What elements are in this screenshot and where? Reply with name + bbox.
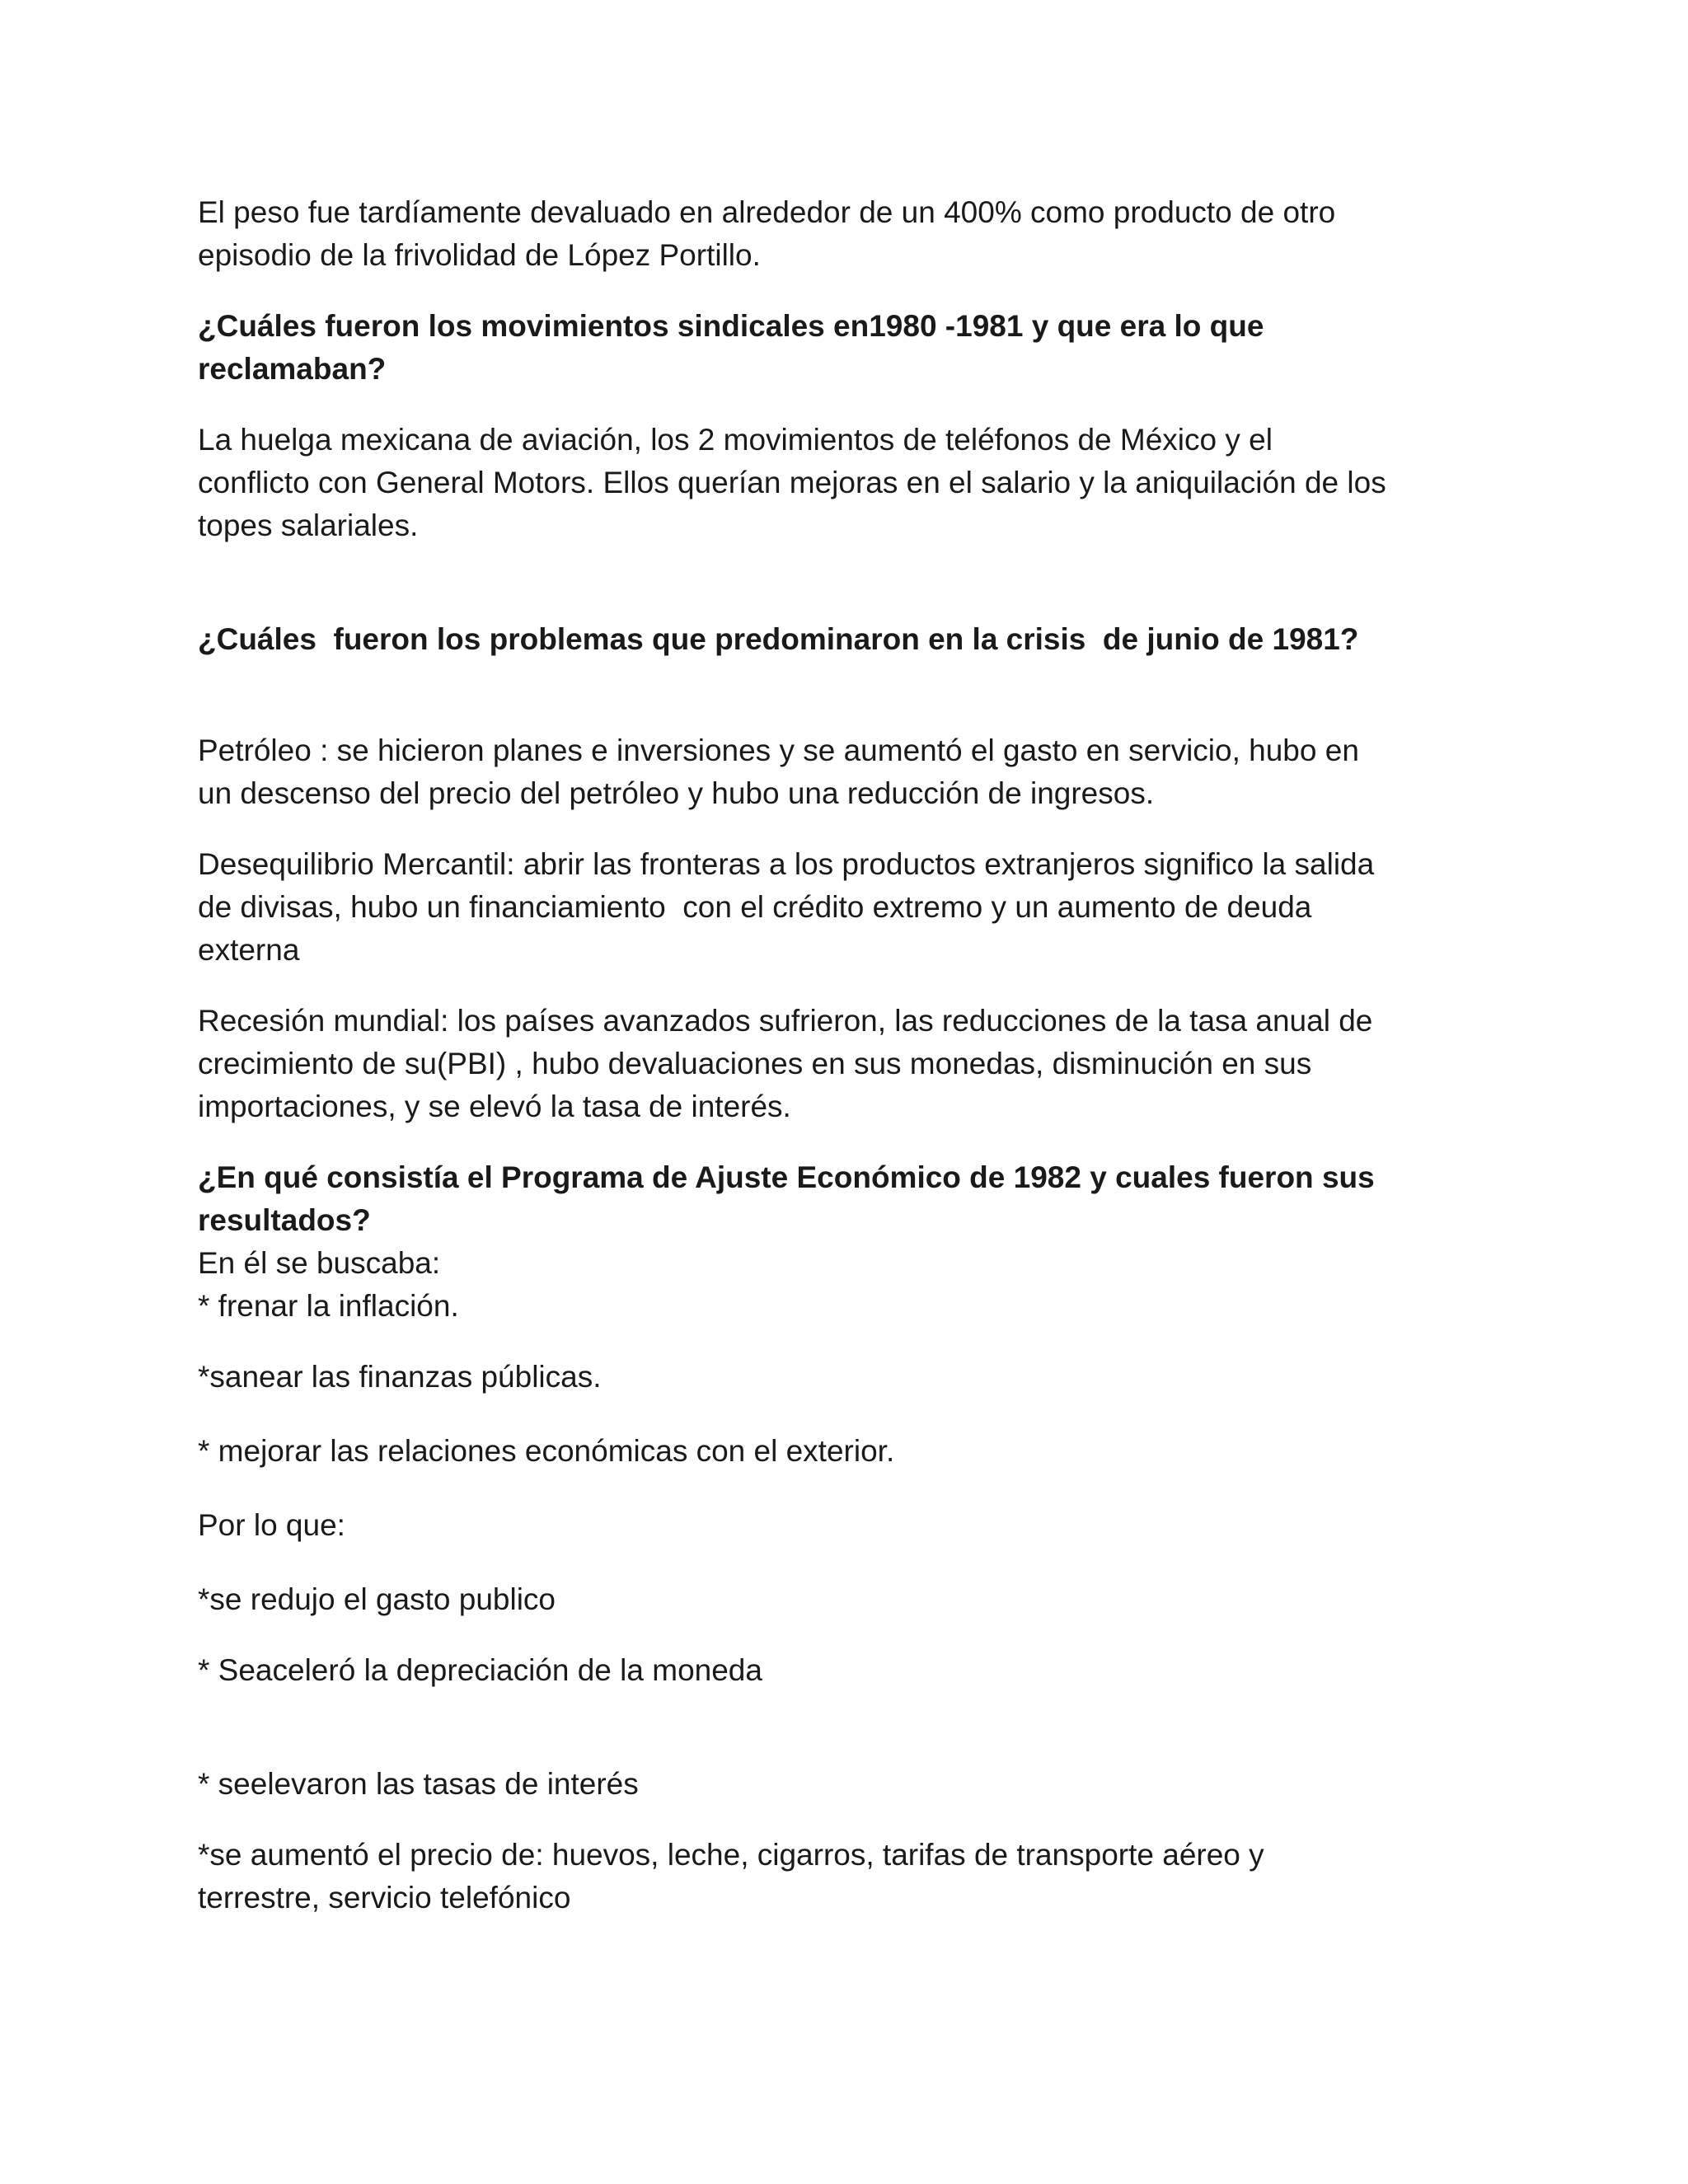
list-item-gasto-publico: *se redujo el gasto publico [198,1582,556,1616]
document-body [198,191,1500,1919]
answer-programa-intro: En él se buscaba: * frenar la inflación. [198,1246,459,1323]
question-movimientos-sindicales: ¿Cuáles fueron los movimientos sindicales en1980 -1981 y que era lo que reclamaban? [198,309,1264,386]
list-item-depreciacion-moneda: * Seaceleró la depreciación de la moneda [198,1653,762,1687]
list-item-aumento-precios: *se aumentó el precio de: huevos, leche, cigarros, tarifas de transporte aéreo y terrestre, servicio telefónico [198,1838,1264,1915]
question-programa-ajuste: ¿En qué consistía el Programa de Ajuste Económico de 1982 y cuales fueron sus resultados? [198,1160,1375,1237]
list-item-tasas-interes: * seelevaron las tasas de interés [198,1767,639,1801]
paragraph-por-lo-que: Por lo que: [198,1508,345,1542]
question-crisis-1981: ¿Cuáles fueron los problemas que predominaron en la crisis de junio de 1981? [198,622,1359,656]
answer-desequilibrio-mercantil: Desequilibrio Mercantil: abrir las fronteras a los productos extranjeros significo la salida de divisas, hubo un financiamiento con el crédito extremo y un aumento de deuda externa [198,847,1375,967]
list-item-mejorar-relaciones: * mejorar las relaciones económicas con el exterior. [198,1434,895,1468]
list-item-sanear-finanzas: *sanear las finanzas públicas. [198,1360,602,1394]
answer-movimientos-sindicales: La huelga mexicana de aviación, los 2 movimientos de teléfonos de México y el conflicto con General Motors. Ellos querían mejoras en el salario y la aniquilación de los topes salariales. [198,423,1386,542]
paragraph-peso-devaluation: El peso fue tardíamente devaluado en alrededor de un 400% como producto de otro episodio de la frivolidad de López Portillo. [198,195,1336,272]
answer-recesion-mundial: Recesión mundial: los países avanzados sufrieron, las reducciones de la tasa anual de crecimiento de su(PBI) , hubo devaluaciones en sus monedas, disminución en sus importaciones, y se elevó la tasa de interés. [198,1004,1373,1123]
answer-petroleo: Petróleo : se hicieron planes e inversiones y se aumentó el gasto en servicio, hubo en un descenso del precio del petróleo y hubo una reducción de ingresos. [198,733,1359,810]
